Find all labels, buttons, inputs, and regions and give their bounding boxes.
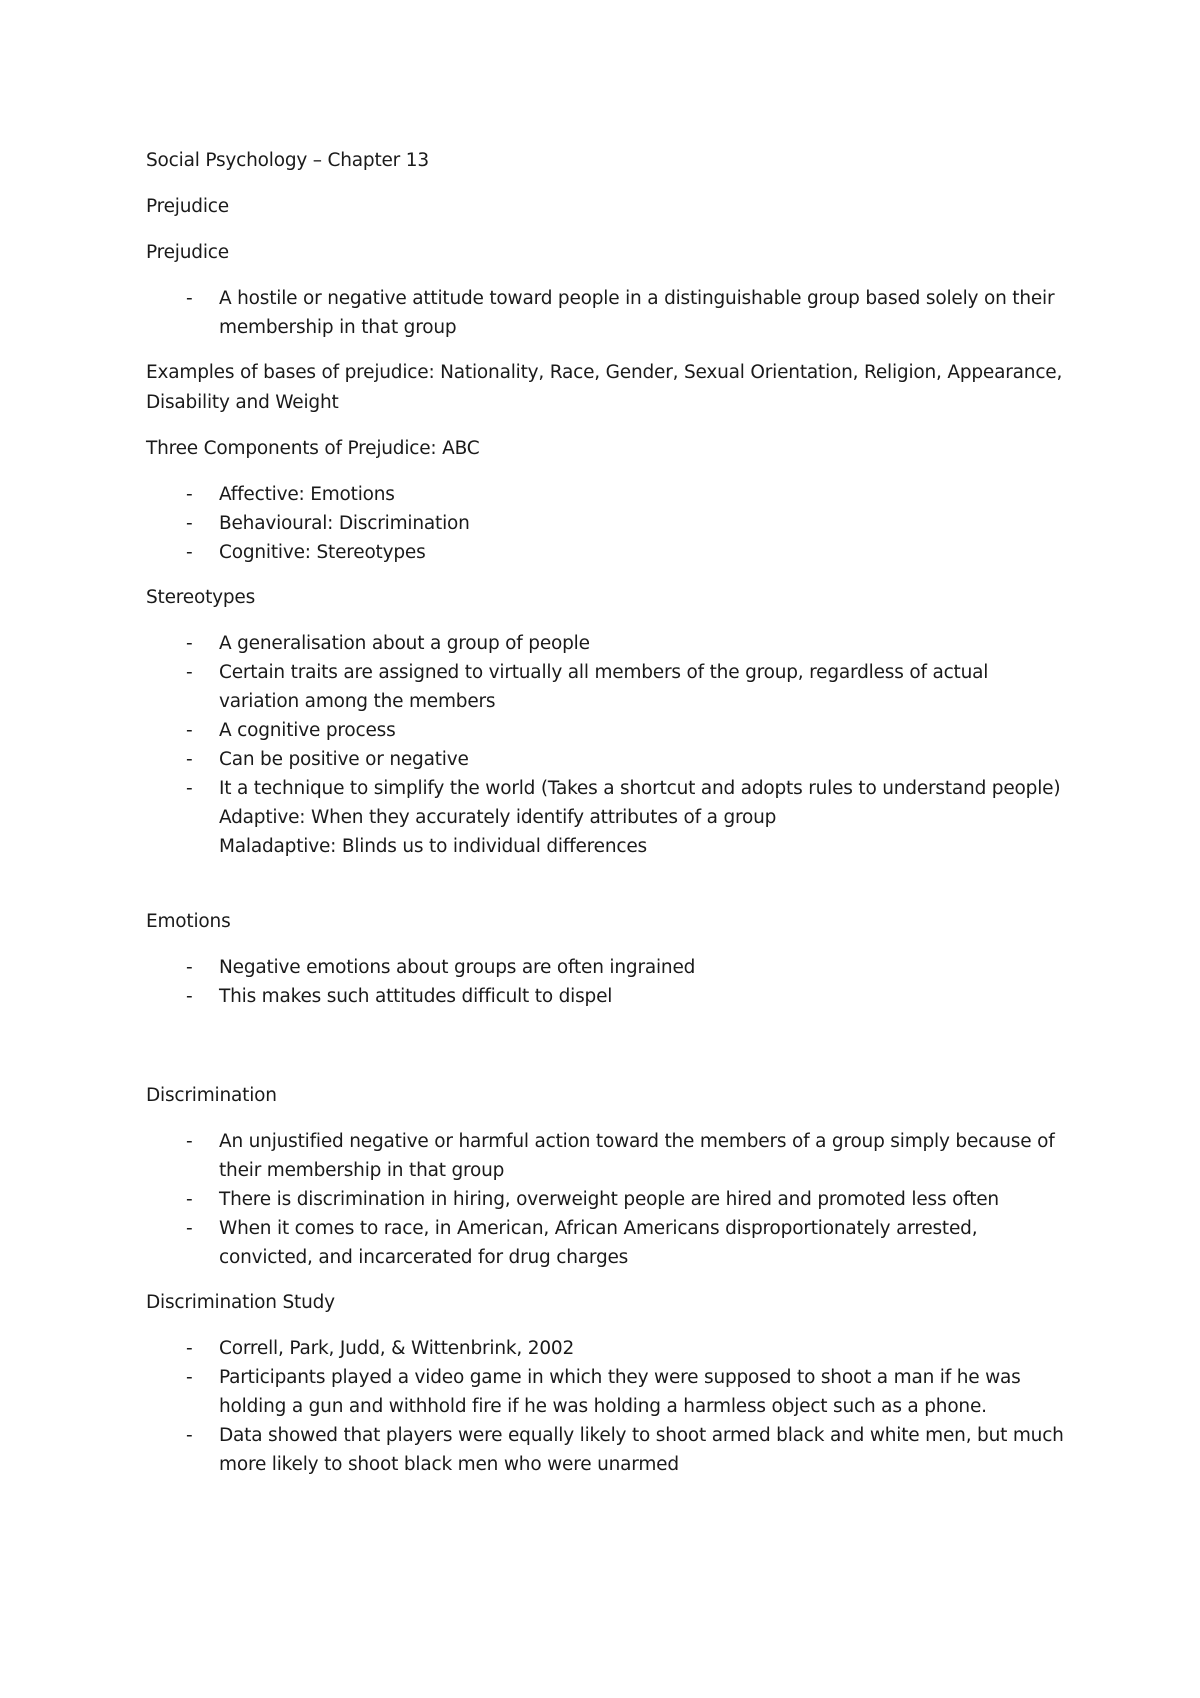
section-heading-emotions: Emotions — [146, 911, 231, 932]
prejudice-list — [146, 284, 1080, 342]
list-item — [146, 1334, 1080, 1363]
dash-bullet: - — [186, 1131, 193, 1152]
section-heading-components: Three Components of Prejudice: ABC — [146, 438, 480, 459]
section-heading-stereotypes: Stereotypes — [146, 587, 256, 608]
list-item-text: membership in that group — [219, 317, 457, 338]
study-list — [146, 1334, 1080, 1479]
list-item — [146, 480, 1080, 509]
spacer — [146, 1011, 1080, 1065]
dash-bullet: - — [186, 986, 193, 1007]
list-item-text: Can be positive or negative — [219, 749, 469, 770]
list-item — [146, 953, 1080, 982]
stereotypes-list — [146, 629, 1080, 803]
list-item-text: It a technique to simplify the world (Takes a shortcut and adopts rules to understand people) — [219, 778, 1061, 799]
dash-bullet: - — [186, 662, 193, 683]
list-item — [146, 538, 1080, 567]
list-item-text: Participants played a video game in which they were supposed to shoot a man if he was — [219, 1367, 1021, 1388]
document-title: Social Psychology – Chapter 13 — [146, 150, 429, 171]
section-heading-discrimination: Discrimination — [146, 1085, 277, 1106]
list-item-text: Correll, Park, Judd, & Wittenbrink, 2002 — [219, 1338, 575, 1359]
section-heading-prejudice: Prejudice — [146, 242, 229, 263]
list-item — [146, 982, 1080, 1011]
list-item-text: their membership in that group — [219, 1160, 505, 1181]
list-item-text: When it comes to race, in American, African Americans disproportionately arrested, — [219, 1218, 978, 1239]
list-item-text: Negative emotions about groups are often ingrained — [219, 957, 696, 978]
list-item-text: variation among the members — [219, 691, 496, 712]
chapter-topic: Prejudice — [146, 196, 229, 217]
list-item — [146, 774, 1080, 803]
dash-bullet: - — [186, 542, 193, 563]
list-item — [146, 1421, 1080, 1479]
list-item-text: A generalisation about a group of people — [219, 633, 590, 654]
examples-paragraph — [146, 358, 1080, 418]
list-item — [146, 284, 1080, 342]
section-heading-study: Discrimination Study — [146, 1292, 335, 1313]
subitem-maladaptive: Maladaptive: Blinds us to individual differences — [219, 836, 647, 857]
list-item-text: Cognitive: Stereotypes — [219, 542, 426, 563]
dash-bullet: - — [186, 720, 193, 741]
list-item — [146, 716, 1080, 745]
dash-bullet: - — [186, 513, 193, 534]
dash-bullet: - — [186, 288, 193, 309]
list-item-text: Behavioural: Discrimination — [219, 513, 470, 534]
list-item — [146, 658, 1080, 716]
dash-bullet: - — [186, 778, 193, 799]
paragraph-line: Examples of bases of prejudice: Nationality, Race, Gender, Sexual Orientation, Religion, Appearance, — [146, 362, 1063, 383]
list-item — [146, 629, 1080, 658]
list-item — [146, 509, 1080, 538]
list-item-text: convicted, and incarcerated for drug charges — [219, 1247, 629, 1268]
list-item-text: Certain traits are assigned to virtually all members of the group, regardless of actual — [219, 662, 989, 683]
list-item-text: holding a gun and withhold fire if he was holding a harmless object such as a phone. — [219, 1396, 987, 1417]
list-item-text: Data showed that players were equally likely to shoot armed black and white men, but much — [219, 1425, 1064, 1446]
list-item-text: An unjustified negative or harmful action toward the members of a group simply because of — [219, 1131, 1055, 1152]
dash-bullet: - — [186, 957, 193, 978]
dash-bullet: - — [186, 749, 193, 770]
list-item-text: This makes such attitudes difficult to dispel — [219, 986, 613, 1007]
dash-bullet: - — [186, 1425, 193, 1446]
discrimination-list — [146, 1127, 1080, 1272]
list-item-text: A cognitive process — [219, 720, 396, 741]
dash-bullet: - — [186, 484, 193, 505]
list-item-text: Affective: Emotions — [219, 484, 395, 505]
list-item-text: There is discrimination in hiring, overweight people are hired and promoted less often — [219, 1189, 999, 1210]
list-item — [146, 1363, 1080, 1421]
list-item — [146, 1185, 1080, 1214]
list-item-text: more likely to shoot black men who were unarmed — [219, 1454, 679, 1475]
spacer — [146, 861, 1080, 893]
dash-bullet: - — [186, 1189, 193, 1210]
dash-bullet: - — [186, 1338, 193, 1359]
components-list — [146, 480, 1080, 567]
list-item — [146, 745, 1080, 774]
dash-bullet: - — [186, 633, 193, 654]
subitem-adaptive: Adaptive: When they accurately identify attributes of a group — [219, 807, 777, 828]
list-item — [146, 1214, 1080, 1272]
paragraph-line: Disability and Weight — [146, 392, 339, 413]
emotions-list — [146, 953, 1080, 1011]
dash-bullet: - — [186, 1218, 193, 1239]
list-item — [146, 1127, 1080, 1185]
list-item-text: A hostile or negative attitude toward people in a distinguishable group based solely on their — [219, 288, 1055, 309]
dash-bullet: - — [186, 1367, 193, 1388]
